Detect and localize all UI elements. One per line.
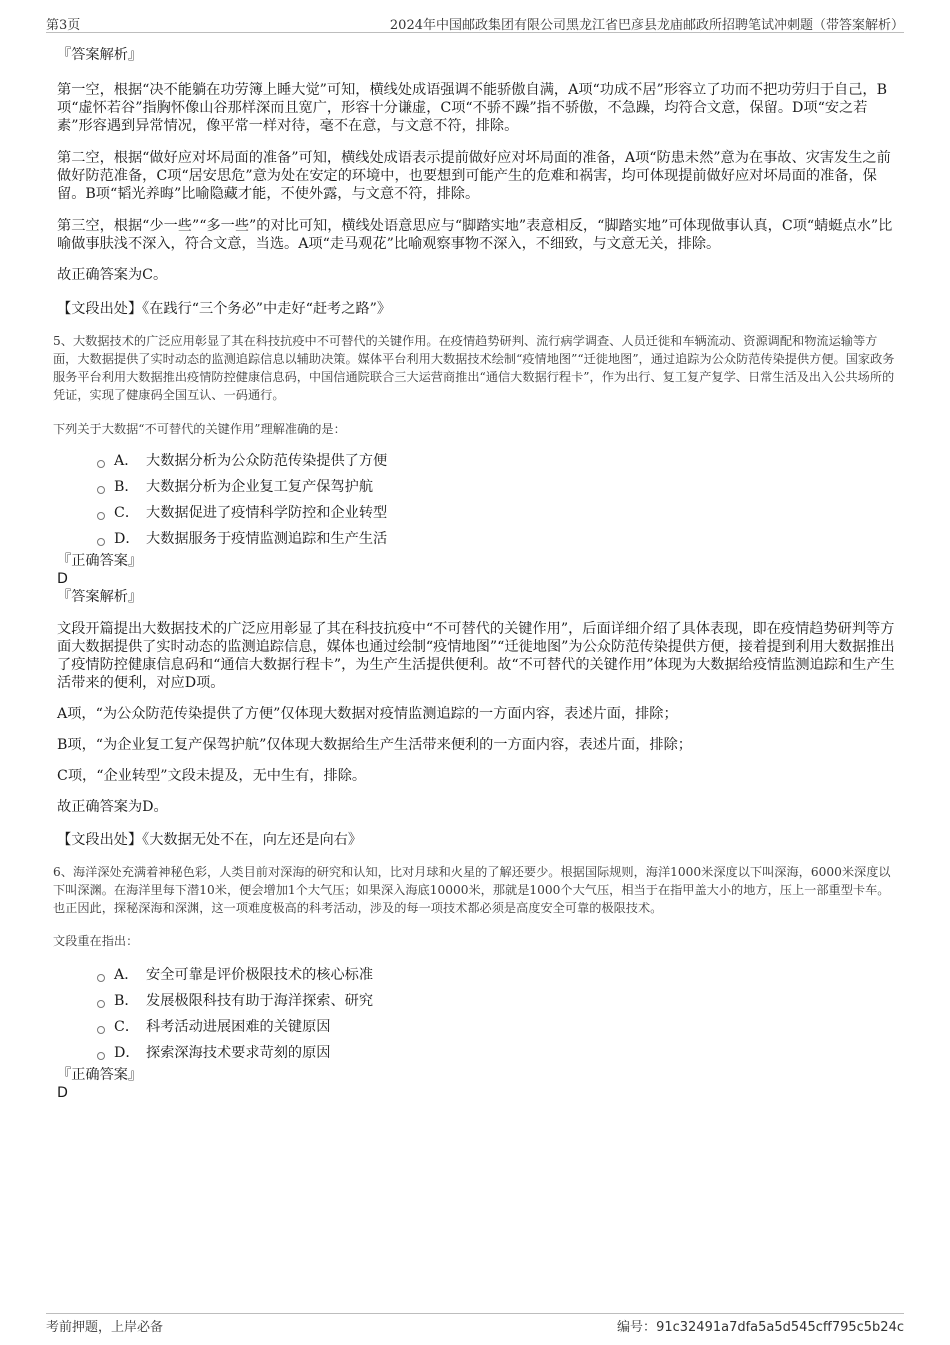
radio-icon[interactable] bbox=[97, 486, 105, 494]
q6-options bbox=[57, 962, 897, 1066]
q5-analysis2: A项，“为公众防范传染提供了方便”仅体现大数据对疫情监测追踪的一方面内容，表述片面，排除； bbox=[57, 706, 678, 722]
footer-slogan: 考前押题，上岸必备 bbox=[46, 1320, 164, 1335]
radio-icon[interactable] bbox=[97, 1000, 105, 1008]
page-content bbox=[53, 46, 897, 1102]
q5-analysis4: C项，“企业转型”文段未提及，无中生有，排除。 bbox=[57, 768, 367, 784]
footer-code bbox=[617, 1316, 904, 1335]
q6-option-a[interactable]: A． 安全可靠是评价极限技术的核心标准 bbox=[97, 962, 897, 988]
q5-analysis3: B项，“为企业复工复产保驾护航”仅体现大数据给生产生活带来便利的一方面内容，表述片面，排除； bbox=[57, 737, 692, 753]
document-title: 2024年中国邮政集团有限公司黑龙江省巴彦县龙庙邮政所招聘笔试冲刺题（带答案解析） bbox=[389, 18, 904, 33]
q5-analysis-label: 『答案解析』 bbox=[57, 589, 143, 605]
q4-source: 【文段出处】《在践行“三个务必”中走好“赶考之路”》 bbox=[57, 301, 392, 317]
q5-question: 下列关于大数据“不可替代的关键作用”理解准确的是： bbox=[53, 422, 346, 436]
q5-source: 【文段出处】《大数据无处不在，向左还是向右》 bbox=[57, 832, 363, 848]
q6-option-d[interactable]: D． 探索深海技术要求苛刻的原因 bbox=[97, 1040, 897, 1066]
radio-icon[interactable] bbox=[97, 974, 105, 982]
q6-answer-label: 『正确答案』 bbox=[57, 1067, 143, 1083]
q4-analysis-label: 『答案解析』 bbox=[57, 47, 143, 63]
q6-answer: D bbox=[57, 1085, 68, 1101]
page-footer bbox=[46, 1313, 904, 1334]
footer-code-label: 编号： bbox=[617, 1320, 657, 1335]
q4-conclusion: 故正确答案为C。 bbox=[57, 267, 168, 283]
q4-analysis-para3: 第三空，根据“少一些”“多一些”的对比可知，横线处语意思应与“脚踏实地”表意相反，“脚踏实地”可体现做事认真，C项“蜻蜓点水”比喻做事肤浅不深入，符合文意，当选。A项“走马观花”比喻观察事物不深入，不细致，与文意无关，排除。 bbox=[57, 218, 893, 252]
q5-answer-label: 『正确答案』 bbox=[57, 553, 143, 569]
q5-conclusion: 故正确答案为D。 bbox=[57, 799, 168, 815]
q5-analysis1: 文段开篇提出大数据技术的广泛应用彰显了其在科技抗疫中“不可替代的关键作用”，后面详细介绍了具体表现，即在疫情趋势研判等方面大数据提供了实时动态的监测追踪信息，媒体也通过绘制“疫情地图”“迁徙地图”为公众防范传染提供方便，接着提到利用大数据推出了疫情防控健康信息码和“通信大数据行程卡”，为生产生活提供便利。故“不可替代的关键作用”体现为大数据给疫情监测追踪和生产生活带来的便利，对应D项。 bbox=[57, 621, 895, 691]
q6-option-c[interactable]: C． 科考活动进展困难的关键原因 bbox=[97, 1014, 897, 1040]
q5-option-a[interactable]: A． 大数据分析为公众防范传染提供了方便 bbox=[97, 448, 897, 474]
radio-icon[interactable] bbox=[97, 538, 105, 546]
radio-icon[interactable] bbox=[97, 460, 105, 468]
radio-icon[interactable] bbox=[97, 512, 105, 520]
q6-stem: 6、海洋深处充满着神秘色彩，人类目前对深海的研究和认知，比对月球和火星的了解还要少。根据国际规则，海洋1000米深度以下叫深海，6000米深度以下叫深渊。在海洋里每下潜10米，便会增加1个大气压；如果深入海底10000米，那就是1000个大气压，相当于在指甲盖大小的地方，压上一部重型卡车。也正因此，探秘深海和深渊，这一项难度极高的科考活动，涉及的每一项技术都必须是高度安全可靠的极限技术。 bbox=[53, 865, 891, 915]
q4-analysis-para1: 第一空，根据“决不能躺在功劳簿上睡大觉”可知，横线处成语强调不能骄傲自满，A项“功成不居”形容立了功而不把功劳归于自己，B项“虚怀若谷”指胸怀像山谷那样深而且宽广，形容十分谦虚，C项“不骄不躁”指不骄傲，不急躁，均符合文意，保留。D项“安之若素”形容遇到异常情况，像平常一样对待，毫不在意，与文意不符，排除。 bbox=[57, 82, 888, 134]
page-header bbox=[46, 12, 904, 33]
radio-icon[interactable] bbox=[97, 1052, 105, 1060]
q5-option-b[interactable]: B． 大数据分析为企业复工复产保驾护航 bbox=[97, 474, 897, 500]
footer-code-value: 91c32491a7dfa5a5d545cff795c5b24c bbox=[656, 1320, 904, 1335]
q4-analysis-para2: 第二空，根据“做好应对坏局面的准备”可知，横线处成语表示提前做好应对坏局面的准备，A项“防患未然”意为在事故、灾害发生之前做好防范准备，C项“居安思危”意为处在安定的环境中，也要想到可能产生的危难和祸害，均可体现提前做好应对坏局面的准备，保留。B项“韬光养晦”比喻隐藏才能，不使外露，与文意不符，排除。 bbox=[57, 150, 891, 202]
q5-stem: 5、大数据技术的广泛应用彰显了其在科技抗疫中不可替代的关键作用。在疫情趋势研判、流行病学调查、人员迁徙和车辆流动、资源调配和物流运输等方面，大数据提供了实时动态的监测追踪信息以辅助决策。媒体平台利用大数据技术绘制“疫情地图”“迁徙地图”，通过追踪为公众防范传染提供方便。国家政务服务平台利用大数据推出疫情防控健康信息码，中国信通院联合三大运营商推出“通信大数据行程卡”，作为出行、复工复产复学、日常生活及出入公共场所的凭证，实现了健康码全国互认、一码通行。 bbox=[53, 334, 895, 402]
q5-answer: D bbox=[57, 571, 68, 587]
q6-option-b[interactable]: B． 发展极限科技有助于海洋探索、研究 bbox=[97, 988, 897, 1014]
q6-question: 文段重在指出： bbox=[53, 934, 139, 948]
page-number: 第3页 bbox=[46, 18, 81, 33]
q5-option-d[interactable]: D． 大数据服务于疫情监测追踪和生产生活 bbox=[97, 526, 897, 552]
q5-option-c[interactable]: C． 大数据促进了疫情科学防控和企业转型 bbox=[97, 500, 897, 526]
radio-icon[interactable] bbox=[97, 1026, 105, 1034]
q5-options bbox=[57, 448, 897, 552]
